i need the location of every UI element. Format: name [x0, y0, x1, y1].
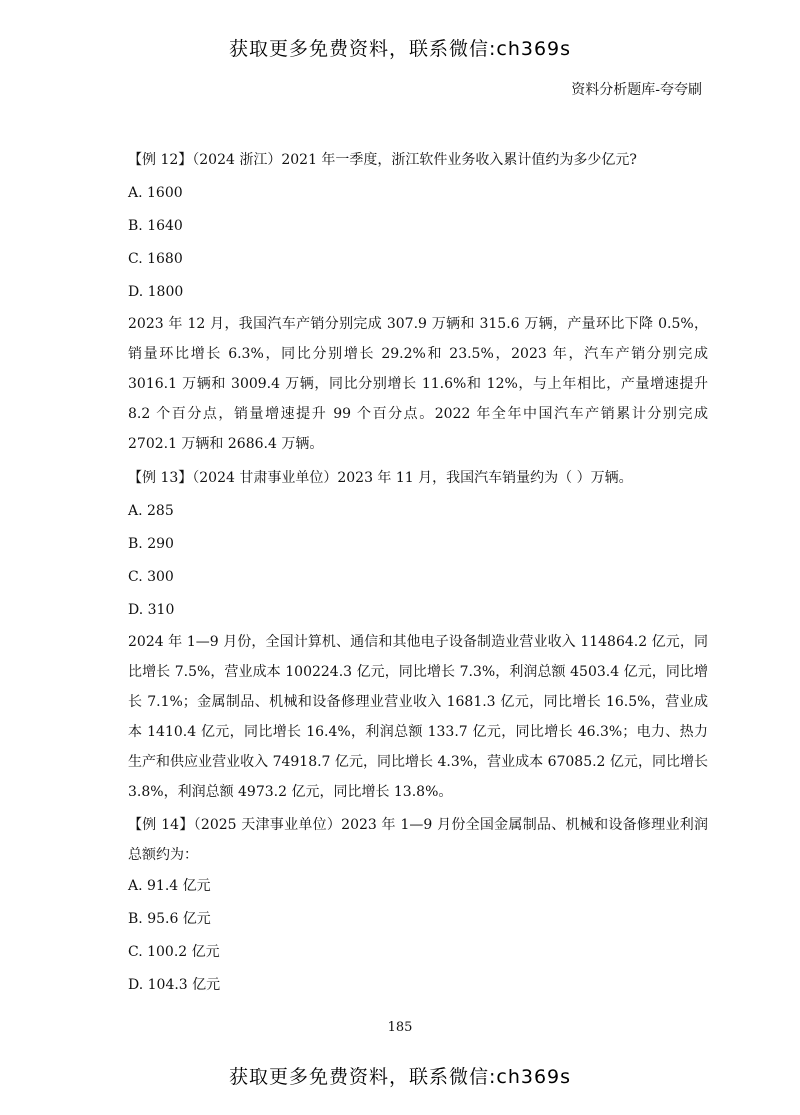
question-12-option-c: C. 1680	[128, 251, 183, 267]
page-number: 185	[387, 1020, 413, 1035]
passage-industry-revenue: 2024 年 1—9 月份，全国计算机、通信和其他电子设备制造业营业收入 114864.2 亿元，同比增长 7.5%，营业成本 100224.3 亿元，同比增长 7.3%，利润总额 4503.4 亿元，同比增长 7.1%；金属制品、机械和设备修理业营业收入 1681.3 亿元，同比增长 16.5%，营业成本 1410.4 亿元，同比增长 16.4%，利润总额 133.7 亿元，同比增长 46.3%；电力、热力生产和供应业营业收入 74918.7 亿元，同比增长 4.3%，营业成本 67085.2 亿元，同比增长 3.8%，利润总额 4973.2 亿元，同比增长 13.8%。	[128, 634, 708, 800]
question-14-stem: 【例 14】（2025 天津事业单位）2023 年 1—9 月份全国金属制品、机械和设备修理业利润总额约为：	[128, 817, 708, 863]
question-12-option-a: A. 1600	[128, 185, 183, 201]
bottom-banner: 获取更多免费资料，联系微信:ch369s	[228, 1066, 572, 1088]
question-14-option-b: B. 95.6 亿元	[128, 911, 211, 927]
question-13-option-d: D. 310	[128, 602, 175, 618]
question-13-option-a: A. 285	[128, 503, 174, 519]
question-14-option-d: D. 104.3 亿元	[128, 977, 221, 993]
question-12-option-d: D. 1800	[128, 284, 184, 300]
page-header-title: 资料分析题库-夸夸刷	[571, 82, 702, 98]
passage-auto-sales: 2023 年 12 月，我国汽车产销分别完成 307.9 万辆和 315.6 万辆，产量环比下降 0.5%，销量环比增长 6.3%，同比分别增长 29.2%和 23.5%，2023 年，汽车产销分别完成 3016.1 万辆和 3009.4 万辆，同比分别增长 11.6%和 12%，与上年相比，产量增速提升 8.2 个百分点，销量增速提升 99 个百分点。2022 年全年中国汽车产销累计分别完成 2702.1 万辆和 2686.4 万辆。	[128, 316, 708, 452]
question-14-option-a: A. 91.4 亿元	[128, 878, 211, 894]
question-13-option-b: B. 290	[128, 536, 174, 552]
question-12-option-b: B. 1640	[128, 218, 183, 234]
question-12-stem: 【例 12】（2024 浙江）2021 年一季度，浙江软件业务收入累计值约为多少亿元?	[128, 152, 637, 168]
question-13-stem: 【例 13】（2024 甘肃事业单位）2023 年 11 月，我国汽车销量约为（ ）万辆。	[128, 470, 633, 486]
question-14-option-c: C. 100.2 亿元	[128, 944, 220, 960]
question-13-option-c: C. 300	[128, 569, 174, 585]
page-content	[128, 144, 708, 1002]
top-banner: 获取更多免费资料，联系微信:ch369s	[228, 38, 572, 60]
